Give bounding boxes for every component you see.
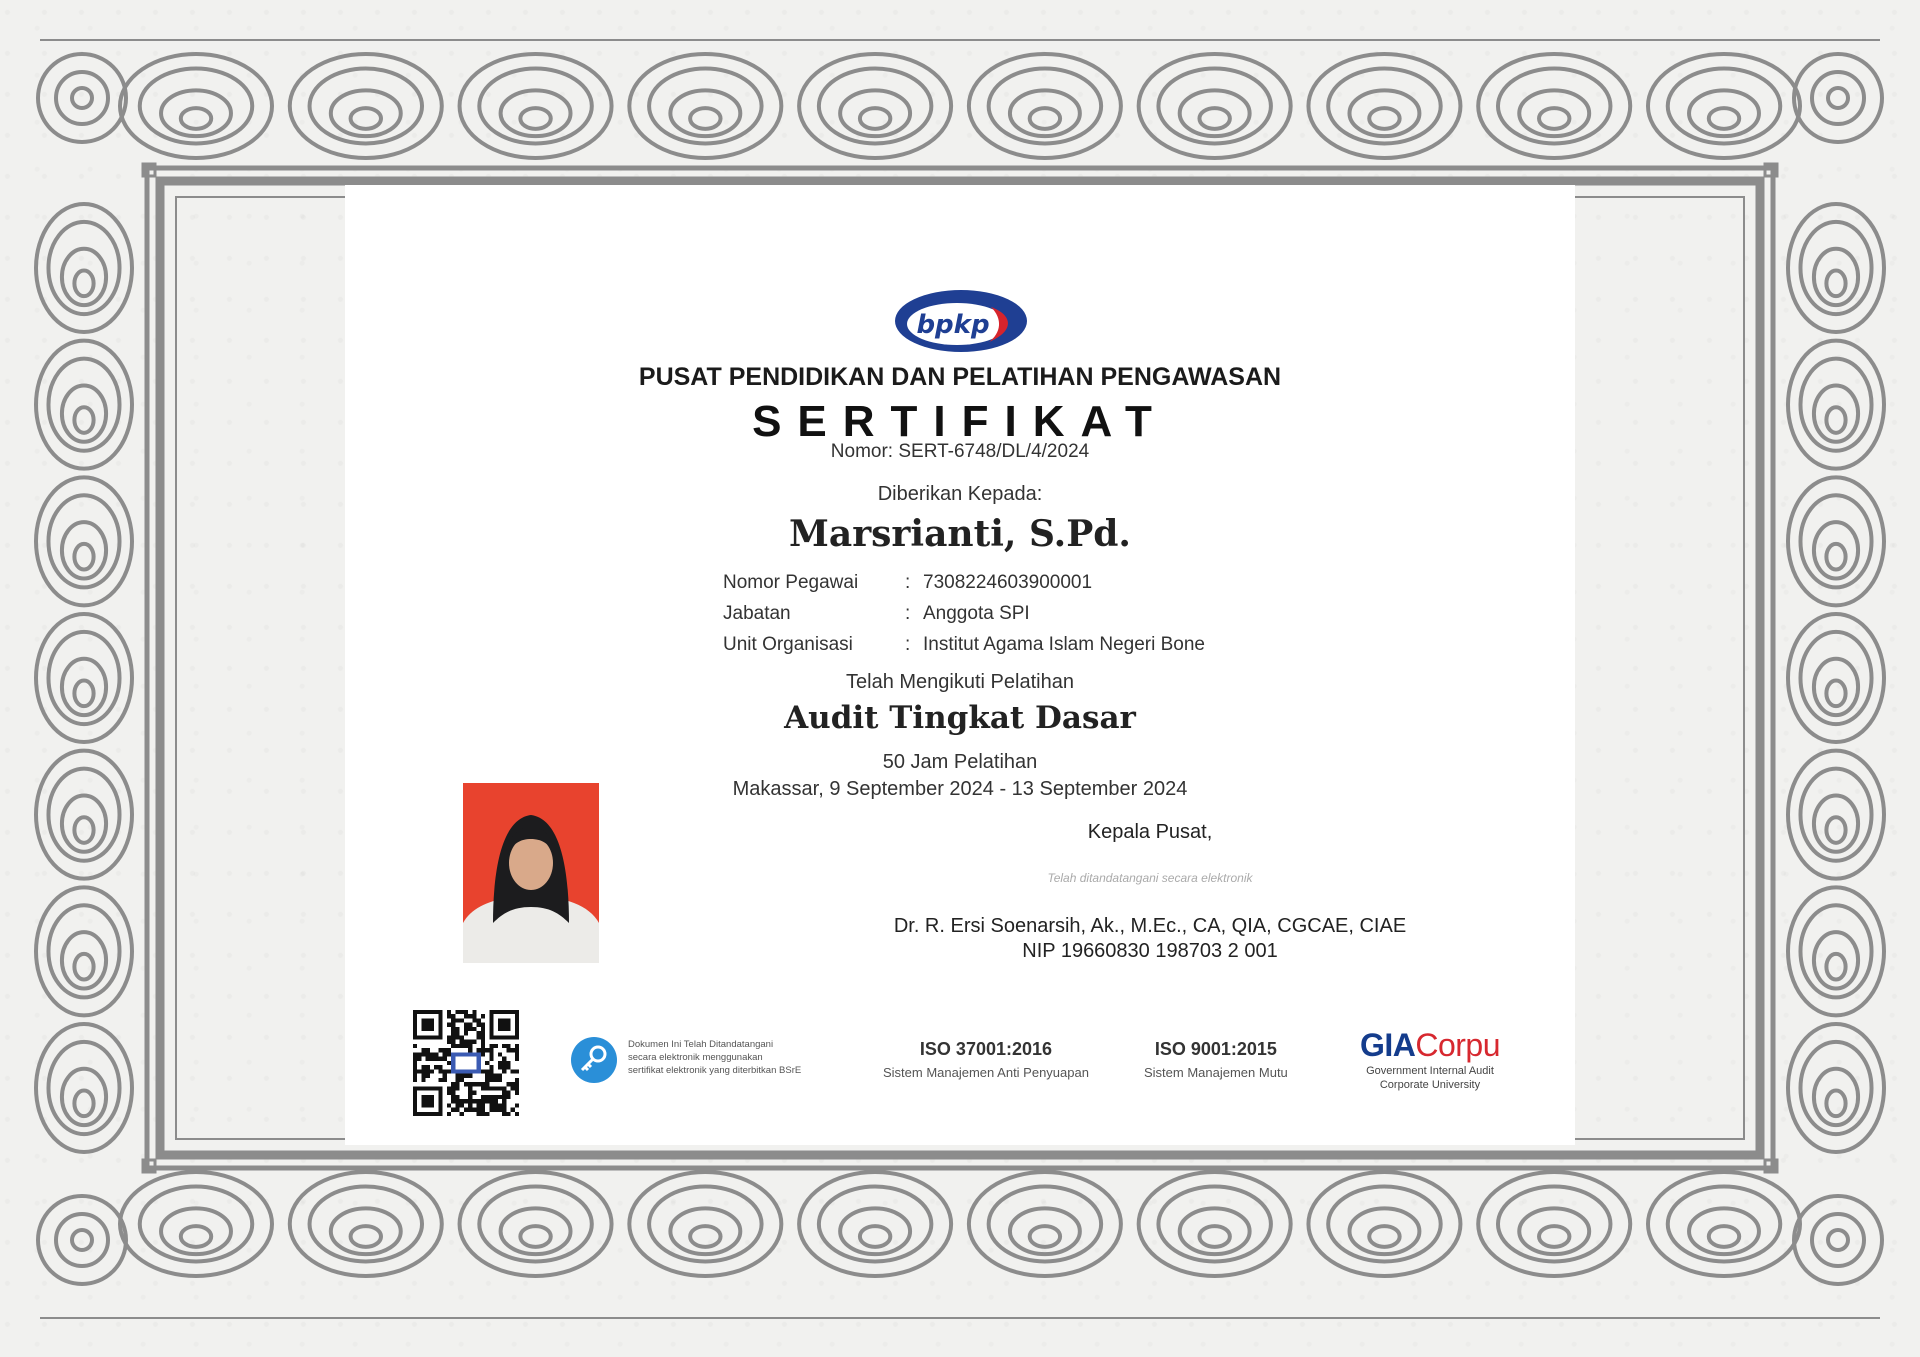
detail-label: Unit Organisasi [723, 633, 853, 655]
bsre-text [628, 1038, 801, 1077]
gia-corpu-logo [1345, 1027, 1515, 1092]
bsre-key-icon [570, 1036, 618, 1084]
detail-value: Anggota SPI [923, 602, 1030, 624]
detail-colon: : [905, 571, 911, 593]
iso-37001-badge [883, 1039, 1089, 1080]
gia-line-1: Government Internal Audit [1366, 1065, 1494, 1077]
iso-code: ISO 37001:2016 [919, 1039, 1053, 1059]
iso-code: ISO 9001:2015 [1154, 1039, 1277, 1059]
detail-value: Institut Agama Islam Negeri Bone [923, 633, 1205, 655]
qr-code [413, 1010, 519, 1116]
given-to-label: Diberikan Kepada: [877, 483, 1043, 505]
detail-label: Jabatan [723, 602, 791, 624]
training-place-date: Makassar, 9 September 2024 - 13 September 2024 [732, 778, 1188, 800]
bsre-line: sertifikat elektronik yang diterbitkan BSrE [628, 1065, 802, 1076]
detail-row-position [723, 598, 1205, 629]
signatory-name: Dr. R. Ersi Soenarsih, Ak., M.Ec., CA, QIA, CGCAE, CIAE [893, 915, 1407, 937]
iso-description: Sistem Manajemen Anti Penyuapan [883, 1065, 1089, 1080]
training-intro: Telah Mengikuti Pelatihan [846, 671, 1074, 693]
signatory-nip: NIP 19660830 198703 2 001 [1022, 940, 1278, 962]
detail-row-organization [723, 629, 1205, 660]
institution-name: PUSAT PENDIDIKAN DAN PELATIHAN PENGAWASAN [638, 363, 1282, 391]
certificate-sheet [345, 185, 1575, 1145]
e-signature-note: Telah ditandatangani secara elektronik [1047, 871, 1253, 885]
bsre-line: secara elektronik menggunakan [628, 1052, 763, 1063]
training-name: Audit Tingkat Dasar [784, 700, 1136, 736]
certificate-number: Nomor: SERT-6748/DL/4/2024 [830, 441, 1090, 462]
recipient-name: Marsrianti, S.Pd. [789, 513, 1131, 555]
detail-value: 7308224603900001 [923, 571, 1093, 593]
detail-colon: : [905, 633, 911, 655]
gia-line-2: Corporate University [1379, 1079, 1481, 1091]
certificate-title: SERTIFIKAT [752, 397, 1168, 446]
recipient-details [723, 567, 1205, 660]
gia-corpu-wordmark: GIACorpu [1359, 1027, 1501, 1063]
bsre-line: Dokumen Ini Telah Ditandatangani [628, 1039, 774, 1050]
detail-label: Nomor Pegawai [723, 571, 859, 593]
signatory-title: Kepala Pusat, [1087, 821, 1213, 843]
iso-description: Sistem Manajemen Mutu [1144, 1065, 1288, 1080]
bpkp-logo [893, 285, 1029, 357]
detail-colon: : [905, 602, 911, 624]
training-hours: 50 Jam Pelatihan [882, 751, 1038, 773]
recipient-photo [463, 783, 599, 963]
detail-row-employee-number [723, 567, 1205, 598]
iso-9001-badge [1144, 1039, 1288, 1080]
bpkp-logo-text: bpkp [916, 310, 990, 340]
